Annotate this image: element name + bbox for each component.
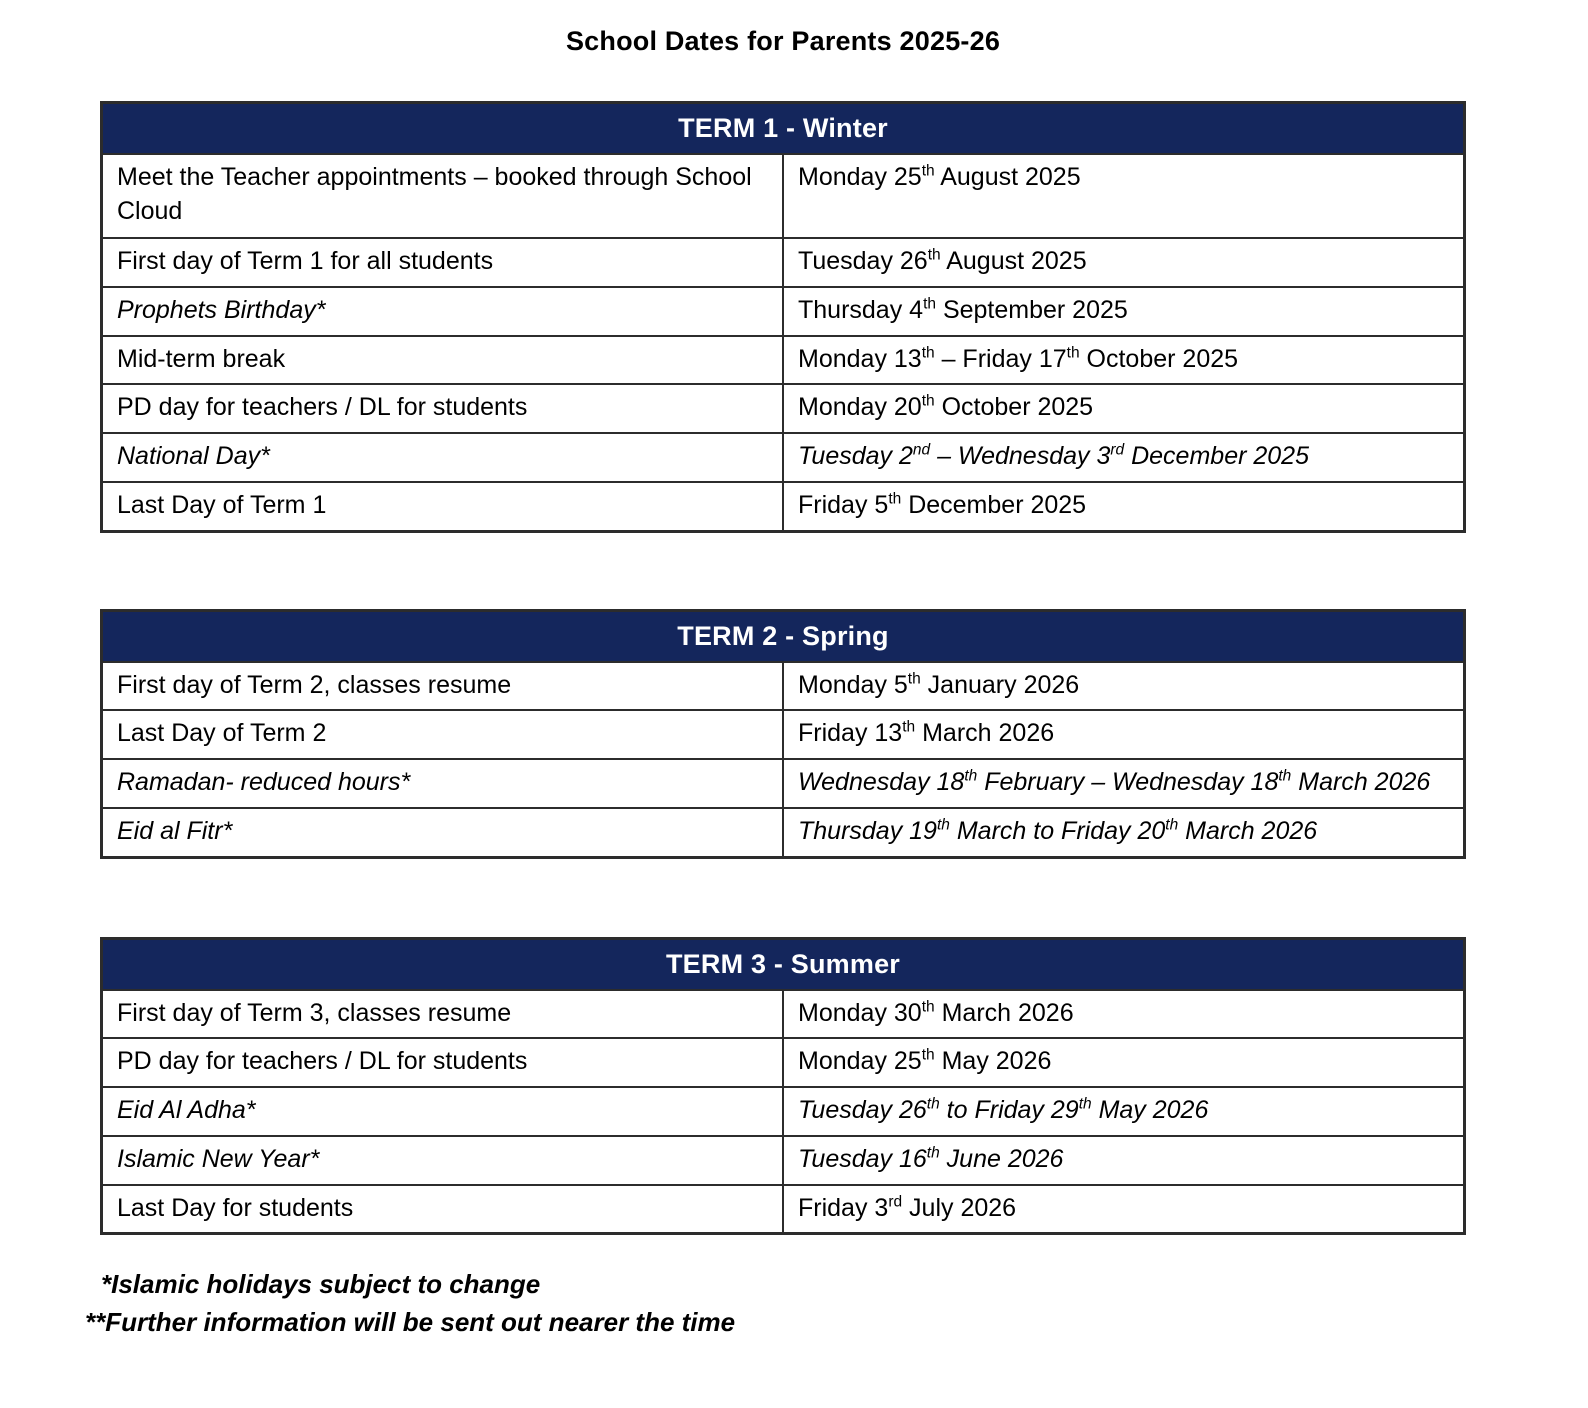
table-row [102,1038,1465,1087]
term3-table [100,937,1466,1236]
event-cell: Prophets Birthday* [102,287,784,336]
table-row [102,1136,1465,1185]
date-cell: Thursday 19th March to Friday 20th March 2026 [783,808,1465,857]
table-row [102,154,1465,238]
event-cell: Eid Al Adha* [102,1087,784,1136]
date-cell: Friday 5th December 2025 [783,482,1465,531]
date-cell: Monday 5th January 2026 [783,662,1465,711]
event-cell: First day of Term 3, classes resume [102,990,784,1039]
term3-header: TERM 3 - Summer [102,938,1465,990]
date-cell: Tuesday 2nd – Wednesday 3rd December 2025 [783,433,1465,482]
date-cell: Monday 25th August 2025 [783,154,1465,238]
date-cell: Tuesday 26th August 2025 [783,238,1465,287]
table-row [102,336,1465,385]
date-cell: Friday 13th March 2026 [783,710,1465,759]
event-cell: Last Day of Term 2 [102,710,784,759]
event-cell: Last Day of Term 1 [102,482,784,531]
footnotes [85,1269,1498,1338]
table-row [102,808,1465,857]
table-row [102,662,1465,711]
event-cell: Islamic New Year* [102,1136,784,1185]
event-cell: First day of Term 1 for all students [102,238,784,287]
term1-table [100,101,1466,533]
table-row [102,482,1465,531]
date-cell: Tuesday 16th June 2026 [783,1136,1465,1185]
table-row [102,384,1465,433]
event-cell: First day of Term 2, classes resume [102,662,784,711]
footnote-islamic-holidays: *Islamic holidays subject to change [101,1269,541,1300]
date-cell: Monday 25th May 2026 [783,1038,1465,1087]
date-cell: Wednesday 18th February – Wednesday 18th March 2026 [783,759,1465,808]
table-row [102,990,1465,1039]
term1-header-row [102,103,1465,155]
term2-table [100,609,1466,859]
date-cell: Monday 30th March 2026 [783,990,1465,1039]
footnote-further-information: **Further information will be sent out nearer the time [85,1307,736,1338]
term3-header-row [102,938,1465,990]
date-cell: Tuesday 26th to Friday 29th May 2026 [783,1087,1465,1136]
table-row [102,1185,1465,1234]
table-row [102,287,1465,336]
table-row [102,238,1465,287]
event-cell: Mid-term break [102,336,784,385]
event-cell: PD day for teachers / DL for students [102,384,784,433]
date-cell: Thursday 4th September 2025 [783,287,1465,336]
page-title: School Dates for Parents 2025-26 [565,26,1001,56]
event-cell: Eid al Fitr* [102,808,784,857]
table-row [102,759,1465,808]
event-cell: PD day for teachers / DL for students [102,1038,784,1087]
table-row [102,710,1465,759]
event-cell: Meet the Teacher appointments – booked through School Cloud [102,154,784,238]
term1-header: TERM 1 - Winter [102,103,1465,155]
term2-header: TERM 2 - Spring [102,610,1465,662]
table-row [102,433,1465,482]
term2-header-row [102,610,1465,662]
table-row [102,1087,1465,1136]
event-cell: Ramadan- reduced hours* [102,759,784,808]
date-cell: Monday 20th October 2025 [783,384,1465,433]
date-cell: Monday 13th – Friday 17th October 2025 [783,336,1465,385]
date-cell: Friday 3rd July 2026 [783,1185,1465,1234]
event-cell: National Day* [102,433,784,482]
event-cell: Last Day for students [102,1185,784,1234]
